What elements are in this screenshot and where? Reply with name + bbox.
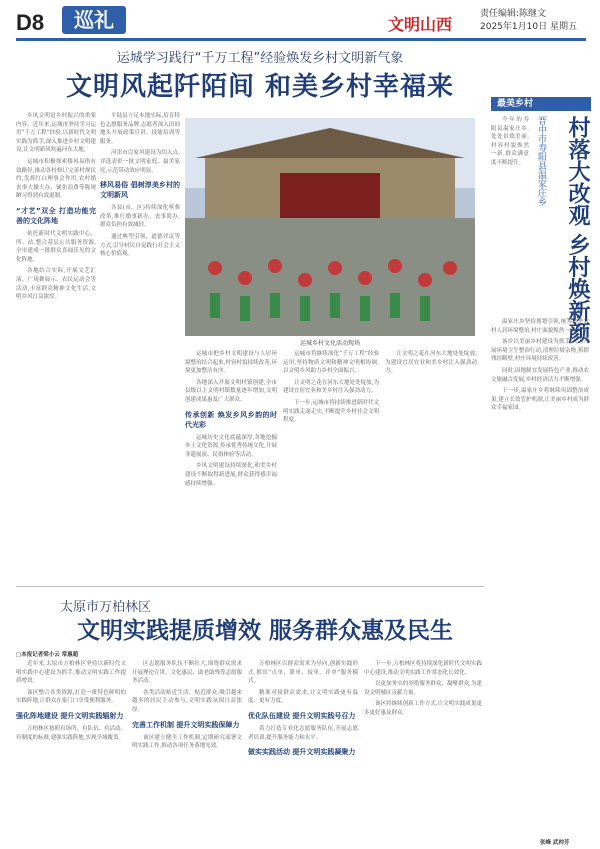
paragraph: 下一步,万柏林区将持续深化新时代文明实践中心建设,推动文明实践工作常态化长效化。: [364, 661, 482, 676]
column-badge: 巡礼: [62, 6, 126, 34]
bottom-article-title: 文明实践提质增效 服务群众惠及民生: [76, 617, 453, 644]
date-line: 2025年1月10日 星期五: [480, 22, 577, 32]
paragraph: 通过典型引领、道德评议等方式,引导村民自觉践行社会主义核心价值观。: [100, 233, 180, 258]
paragraph: 运城市将继续深化“千万工程”经验运用,坚持物质文明和精神文明相协调,以文明乡风助力乡村全面振兴。: [283, 351, 379, 375]
paragraph: 运城市积极探索移风易俗有效路径,推动各村修订完善村规民约,发挥红白理事会作用,农村婚丧事大操大办、铺张浪费等陈规陋习得到有效遏制。: [16, 158, 96, 200]
paragraph: 各类活动贴近生活、贴近群众,吸引越来越多的居民主动参与,文明实践氛围日益浓厚。: [132, 689, 242, 713]
top-article-col4: [283, 350, 379, 582]
bottom-article-subtitle: 太原市万柏林区: [60, 600, 152, 615]
section-subhead: “才艺”双全 打造功能完善的文化阵地: [16, 206, 96, 225]
paragraph: 各地结合实际,开展文艺汇演、广场舞展示、农民运动会等活动,丰富群众精神文化生活,文明乡风日益浓厚。: [16, 268, 96, 301]
editor-line: 责任编辑:陈继文: [480, 9, 547, 19]
paragraph: 精准对接群众需求,让文明实践更有温度、更有力度。: [248, 689, 358, 705]
top-article-title: 文明风起阡陌间 和美乡村幸福来: [65, 72, 455, 102]
paragraph: 该区将继续创新工作方式,让文明实践成果更多更好惠及群众。: [364, 701, 482, 716]
photo-illustration: [185, 118, 475, 336]
top-article-col3: [185, 350, 277, 582]
paragraph: 乡风文明是乡村振兴的重要内容。近年来,运城市坚持学习运用“千万工程”经验,以新时代文明实践为抓手,深入推进乡村文明建设,让文明新风吹遍河东大地。: [16, 113, 96, 154]
paragraph: 温家庄乡坚持规划引领,统筹推进农村人居环境整治,村庄面貌焕然一新。: [491, 319, 589, 334]
sidebar-header: 最美乡村: [491, 97, 591, 111]
paragraph: 万柏林区以群众需求为导向,创新实践形式,推出“点单、派单、接单、评单”服务模式。: [248, 661, 358, 685]
top-article-subtitle: 运城学习践行“千万工程”经验焕发乡村文明新气象: [116, 51, 404, 66]
section-subhead: 传承创新 焕发乡风乡韵的时代光彩: [185, 410, 277, 429]
section-subhead: 移风易俗 倡树淳美乡村的文明新风: [100, 181, 180, 200]
paragraph: 下一步,温家庄乡将继续巩固整治成果,建立长效管护机制,让美丽乡村成为群众幸福家园。: [491, 388, 589, 412]
paragraph: 该乡以美丽乡村建设为抓手,大力开展环境卫生整治行动,清理垃圾杂物,拆除残垣断壁,村庄环境持续改善。: [491, 339, 589, 363]
section-subhead: 优化队伍建设 提升文明实践号召力: [248, 711, 356, 720]
paragraph: 下一步,运城市将持续推进新时代文明实践走深走实,不断提升乡村社会文明程度。: [283, 399, 379, 424]
section-subhead: 完善工作机制 提升文明实践保障力: [132, 720, 240, 729]
paragraph: 万柏林区按照有场所、有队伍、有活动、有制度的标准,建强实践阵地,实现全域覆盖。: [16, 725, 126, 741]
photo-caption: 运城乡村文化活动现场: [299, 340, 360, 347]
paragraph: 各地深入开展文明村镇创建,全市县级以上文明村镇数量逐年增加,文明创建成果惠及广大群众。: [185, 379, 277, 403]
village-festival-photo: [185, 118, 475, 336]
paragraph: 乡风文明建设持续深化,和美乡村建设不断取得新进展,群众获得感幸福感持续增强。: [185, 463, 277, 487]
paragraph: 着力打造专业化志愿服务队伍,开展志愿者培训,提升服务能力和水平。: [248, 725, 358, 741]
bottom-article-col2: [132, 660, 242, 842]
section-subhead: 强化阵地建设 提升文明实践辐射力: [16, 711, 124, 720]
bottom-article-col4: [364, 660, 482, 842]
paragraph: 让文明之花在河东大地处处绽放,为建设宜居宜业和美乡村注入强劲动力。: [385, 351, 477, 375]
paragraph: 依托新时代文明实践中心、所、站,整合基层公共服务资源,全市建成一批群众喜闻乐见的文化阵地。: [16, 230, 96, 263]
paragraph: 平陆县立足本地实际,培育特色志愿服务品牌,志愿者深入田间地头开展政策宣讲、技能培训等服务。: [100, 113, 180, 145]
paragraph: 区志愿服务队伍不断壮大,围绕群众需求开展理论宣讲、文化惠民、助老助残等志愿服务活动。: [132, 661, 242, 685]
sidebar-location: 晋中市寿阳县温家庄乡: [536, 116, 546, 206]
paragraph: 同时,因地制宜发展特色产业,推动农文旅融合发展,乡村经济活力不断增强。: [491, 367, 589, 383]
paragraph: 近年来,太原市万柏林区坚持以新时代文明实践中心建设为抓手,推动文明实践工作提质增效。: [16, 661, 126, 685]
edition-number: D8: [16, 10, 45, 35]
sidebar-narrow-col: [491, 116, 529, 314]
bottom-article-col3: [248, 660, 358, 842]
newspaper-logo: 文明山西: [388, 15, 453, 34]
header-rule: [16, 38, 586, 41]
paragraph: 该区整合各类资源,打造一批特色鲜明的实践阵地,让群众在家门口享受便利服务。: [16, 689, 126, 705]
sidebar-body: [491, 318, 589, 833]
top-article-col1: [16, 112, 96, 582]
paragraph: 各县(市、区)持续深化殡葬改革,推行婚事新办、丧事简办,群众负担有效减轻。: [100, 205, 180, 229]
paragraph: 运城市把乡村文明建设与人居环境整治结合起来,村容村貌持续改善,环境更加整洁有序。: [185, 351, 277, 375]
paragraph: 今年的寿阳县温家庄乡,处处景致美丽,村容村貌焕然一新,群众满意度不断提升。: [491, 117, 529, 166]
sidebar-author: 张峰 武帅芳: [540, 840, 570, 846]
header-meta: [480, 8, 577, 34]
paragraph: 让文明之花在河东大地处处绽放,为建设宜居宜业和美乡村注入强劲动力。: [283, 379, 379, 395]
paragraph: 运城历史文化底蕴深厚,各地挖掘乡土文化资源,传承优秀传统文化,开展非遗展演、民俗体验等活动。: [185, 434, 277, 458]
section-divider: [16, 586, 484, 587]
section-subhead: 做实实践活动 提升文明实践凝聚力: [248, 748, 356, 757]
top-article-col5: [385, 350, 477, 582]
paragraph: 河津市以家风建设为切入点,评选表彰一批文明家庭、最美家庭,示范带动效应明显。: [100, 150, 180, 174]
paragraph: 以更加务实的举措服务群众、凝聚群众,为建设文明城区贡献力量。: [364, 681, 482, 696]
bottom-article-col1: [16, 660, 126, 842]
top-article-col2: [100, 112, 180, 582]
sidebar-title: 村落大改观 乡村焕新颜: [565, 116, 591, 344]
paragraph: 该区建立健全工作机制,定期研究部署文明实践工作,推动各项任务落地见效。: [132, 734, 242, 750]
bottom-article-author: □本报记者梁小云 常惠超: [16, 652, 79, 658]
